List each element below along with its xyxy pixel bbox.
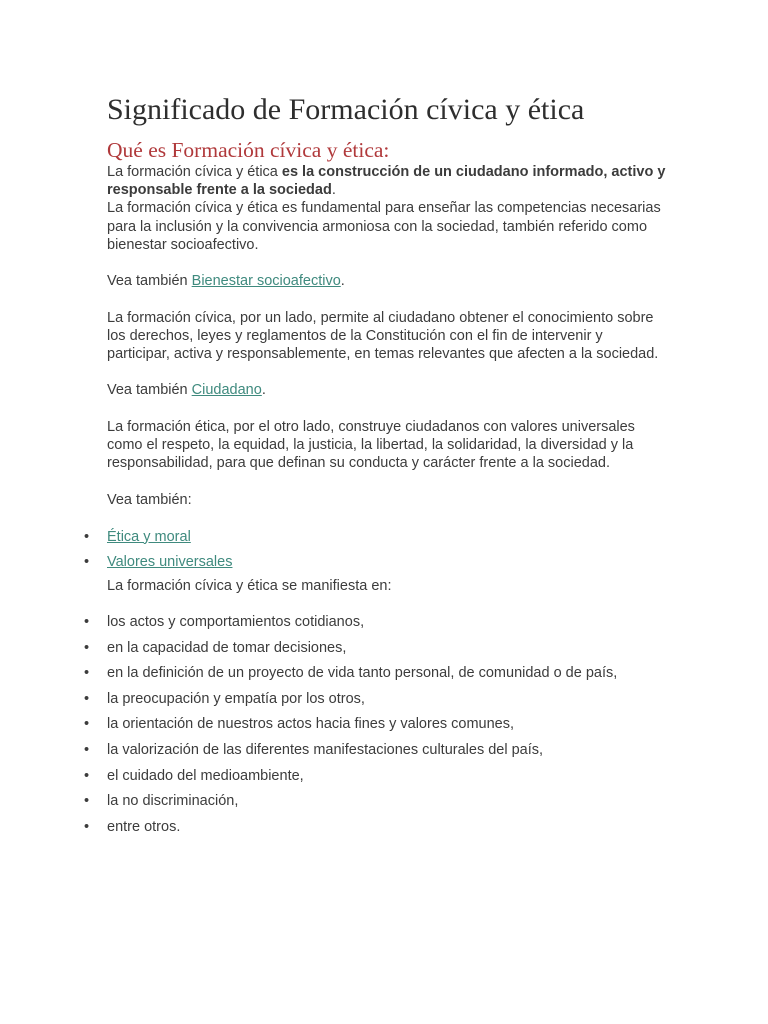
- link-valores-universales[interactable]: Valores universales: [107, 553, 233, 570]
- list-item-text: el cuidado del medioambiente,: [107, 767, 304, 784]
- bullet-icon: •: [84, 716, 90, 733]
- link-etica-y-moral[interactable]: Ética y moral: [107, 528, 191, 545]
- list-item: [84, 715, 667, 733]
- bullet-icon: •: [84, 741, 90, 758]
- list-item-text: la no discriminación,: [107, 793, 239, 810]
- intro-paragraph: [107, 163, 667, 199]
- list-item: [84, 639, 667, 657]
- related-links-list: [84, 528, 667, 571]
- bullet-icon: •: [84, 665, 90, 682]
- list-item: [84, 818, 667, 836]
- manifest-intro: La formación cívica y ética se manifiesta en:: [107, 577, 392, 594]
- list-item: [84, 664, 667, 682]
- list-item: [84, 792, 667, 810]
- list-item-text: la orientación de nuestros actos hacia fines y valores comunes,: [107, 716, 515, 733]
- link-bienestar-socioafectivo[interactable]: Bienestar socioafectivo: [191, 273, 341, 290]
- list-item: [84, 553, 667, 571]
- intro-period: .: [331, 182, 336, 199]
- bullet-icon: •: [84, 767, 90, 784]
- bullet-icon: •: [84, 528, 90, 545]
- see-also-1: [107, 272, 667, 290]
- list-item: [84, 690, 667, 708]
- intro-bold-definition: es la construcción de un ciudadano informado, activo y responsable frente a la sociedad: [107, 164, 666, 199]
- see-also-prefix: Vea también: [107, 382, 192, 399]
- list-item: [84, 613, 667, 631]
- intro-text: La formación cívica y ética: [107, 164, 282, 180]
- page-title: Significado de Formación cívica y ética: [107, 93, 585, 126]
- list-item: [84, 528, 667, 546]
- bullet-icon: •: [84, 818, 90, 835]
- list-item: [84, 741, 667, 759]
- paragraph-etica: La formación ética, por el otro lado, construye ciudadanos con valores universales como el respeto, la equidad, la justicia, la libertad, la solidaridad, la diversidad y la responsabilidad, para que definan su conducta y carácter frente a la sociedad.: [107, 418, 635, 472]
- see-also-suffix: .: [261, 382, 266, 399]
- article: [84, 92, 667, 843]
- manifest-list: [84, 613, 667, 836]
- bullet-icon: •: [84, 553, 90, 570]
- list-item-text: en la definición de un proyecto de vida tanto personal, de comunidad o de país,: [107, 665, 618, 682]
- bullet-icon: •: [84, 639, 90, 656]
- paragraph-civica: La formación cívica, por un lado, permite al ciudadano obtener el conocimiento sobre los derechos, leyes y reglamentos de la Constitución con el fin de intervenir y participar, activa y responsablemente, en temas relevantes que afecten a la sociedad.: [107, 309, 659, 362]
- list-item-text: la preocupación y empatía por los otros,: [107, 690, 365, 707]
- bullet-icon: •: [84, 613, 90, 630]
- paragraph-importance: La formación cívica y ética es fundamental para enseñar las competencias necesarias para la inclusión y la convivencia armoniosa con la sociedad, también referido como bienestar socioafectivo.: [107, 200, 661, 253]
- see-also-3: Vea también:: [107, 491, 192, 508]
- link-ciudadano[interactable]: Ciudadano: [191, 382, 262, 399]
- list-item-text: en la capacidad de tomar decisiones,: [107, 639, 347, 656]
- bullet-icon: •: [84, 793, 90, 810]
- see-also-2: [107, 381, 667, 399]
- list-item: [84, 767, 667, 785]
- section-heading: Qué es Formación cívica y ética:: [107, 138, 390, 162]
- list-item-text: entre otros.: [107, 818, 181, 835]
- list-item-text: los actos y comportamientos cotidianos,: [107, 613, 365, 630]
- list-item-text: la valorización de las diferentes manifestaciones culturales del país,: [107, 741, 544, 758]
- bullet-icon: •: [84, 690, 90, 707]
- see-also-prefix: Vea también: [107, 273, 192, 290]
- see-also-suffix: .: [340, 273, 345, 290]
